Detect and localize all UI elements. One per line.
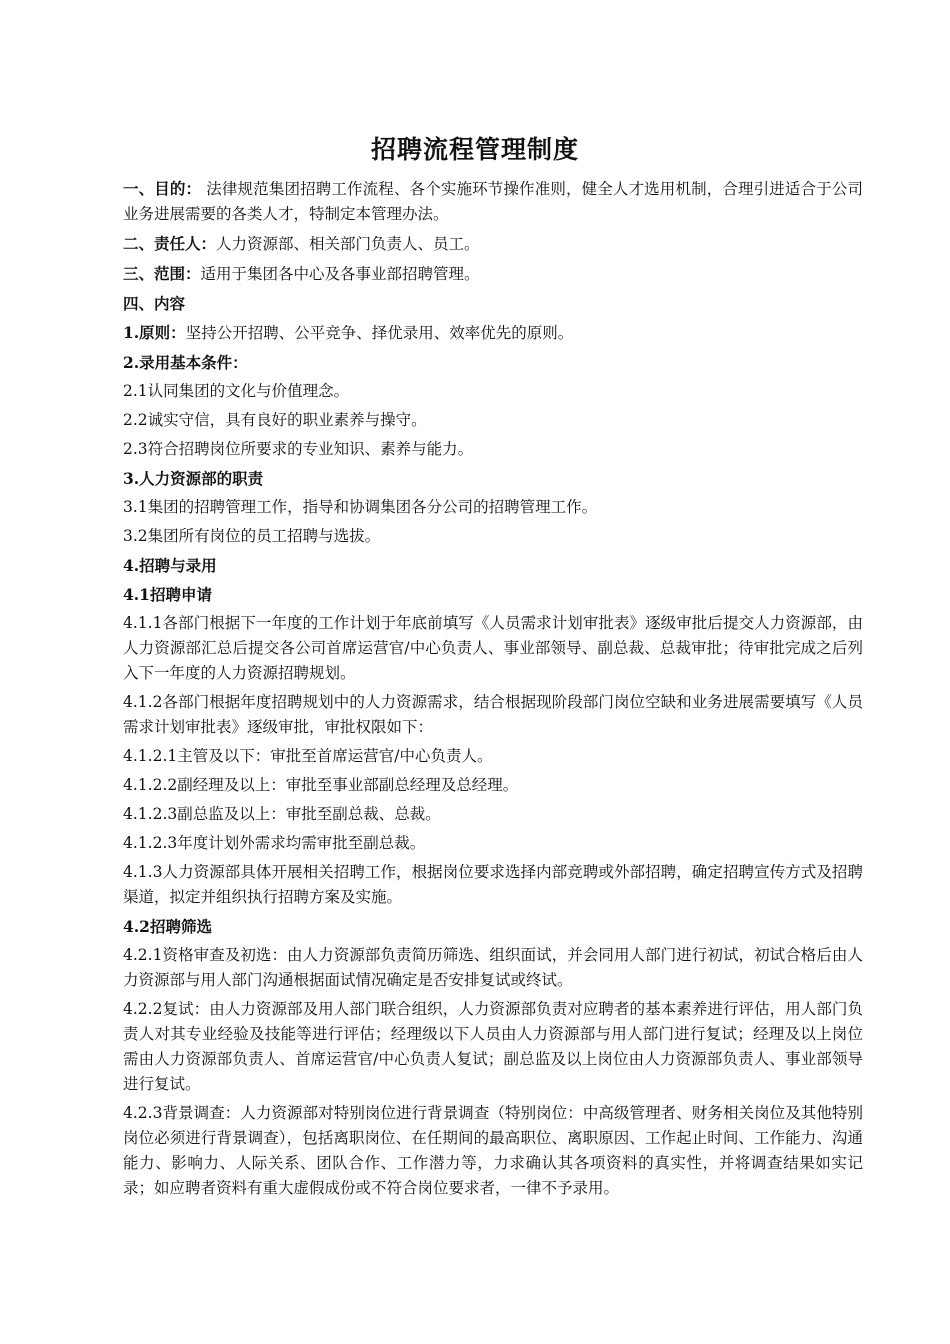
section-scope-text: 适用于集团各中心及各事业部招聘管理。 [200, 265, 480, 283]
hr-duties-heading: 3.人力资源部的职责 [123, 469, 264, 488]
hiring-conditions-heading: 2.录用基本条件： [123, 353, 248, 372]
clause-4-2-3: 4.2.3背景调查：人力资源部对特别岗位进行背景调查（特别岗位：中高级管理者、财务相关岗位及其他特别岗位必须进行背景调查），包括离职岗位、在任期间的最高职位、离职原因、工作起止时间、工作能力、沟通能力、影响力、人际关系、团队合作、工作潜力等，力求确认其各项资料的真实性，并将调查结果如实记录；如应聘者资料有重大虚假成份或不符合岗位要求者，一律不予录用。 [123, 1104, 863, 1197]
clause-4-1-2: 4.1.2各部门根据年度招聘规划中的人力资源需求，结合根据现阶段部门岗位空缺和业务进展需要填写《人员需求计划审批表》逐级审批，审批权限如下： [123, 693, 863, 736]
document-body [123, 176, 863, 1205]
recruitment-application-heading: 4.1招聘申请 [123, 585, 212, 604]
clause-4-1-2-3b: 4.1.2.3年度计划外需求均需审批至副总裁。 [123, 834, 426, 852]
clause-4-1-3: 4.1.3人力资源部具体开展相关招聘工作，根据岗位要求选择内部竞聘或外部招聘，确定招聘宣传方式及招聘渠道，拟定并组织执行招聘方案及实施。 [123, 863, 863, 906]
section-responsible-label: 二、责任人： [123, 234, 217, 253]
recruitment-screening-heading: 4.2招聘筛选 [123, 917, 212, 936]
duty-3-2: 3.2集团所有岗位的员工招聘与选拔。 [123, 527, 381, 545]
section-content-heading: 四、内容 [123, 294, 186, 313]
clause-4-2-2: 4.2.2复试：由人力资源部及用人部门联合组织，人力资源部负责对应聘者的基本素养进行评估，用人部门负责人对其专业经验及技能等进行评估；经理级以下人员由人力资源部与用人部门进行复试；经理及以上岗位需由人力资源部负责人、首席运营官/中心负责人复试；副总监及以上岗位由人力资源部负责人、事业部领导进行复试。 [123, 1000, 863, 1093]
condition-2-2: 2.2诚实守信，具有良好的职业素养与操守。 [123, 411, 427, 429]
principle-label: 1.原则： [123, 323, 186, 342]
principle-text: 坚持公开招聘、公平竞争、择优录用、效率优先的原则。 [185, 324, 574, 342]
section-responsible [123, 231, 863, 257]
duty-3-1: 3.1集团的招聘管理工作，指导和协调集团各分公司的招聘管理工作。 [123, 498, 598, 516]
section-purpose-text: 法律规范集团招聘工作流程、各个实施环节操作准则，健全人才选用机制，合理引进适合于公司业务进展需要的各类人才，特制定本管理办法。 [123, 180, 863, 223]
clause-4-1-2-1: 4.1.2.1主管及以下：审批至首席运营官/中心负责人。 [123, 747, 493, 765]
section-scope [123, 261, 863, 287]
recruitment-heading: 4.招聘与录用 [123, 556, 217, 575]
condition-2-3: 2.3符合招聘岗位所要求的专业知识、素养与能力。 [123, 440, 474, 458]
clause-4-1-1: 4.1.1各部门根据下一年度的工作计划于年底前填写《人员需求计划审批表》逐级审批后提交人力资源部，由人力资源部汇总后提交各公司首席运营官/中心负责人、事业部领导、副总裁、总裁审批；待审批完成之后列入下一年度的人力资源招聘规划。 [123, 614, 863, 682]
page-title: 招聘流程管理制度 [370, 135, 579, 164]
section-purpose [123, 176, 863, 227]
section-purpose-label: 一、目的： [123, 179, 202, 198]
condition-2-1: 2.1认同集团的文化与价值理念。 [123, 382, 350, 400]
clause-4-2-1: 4.2.1资格审查及初选：由人力资源部负责简历筛选、组织面试，并会同用人部门进行初试，初试合格后由人力资源部与用人部门沟通根据面试情况确定是否安排复试或终试。 [123, 946, 863, 989]
section-responsible-text: 人力资源部、相关部门负责人、员工。 [216, 235, 480, 253]
clause-4-1-2-2: 4.1.2.2副经理及以上：审批至事业部副总经理及总经理。 [123, 776, 519, 794]
section-scope-label: 三、范围： [123, 264, 201, 283]
principle-paragraph [123, 320, 863, 346]
clause-4-1-2-3a: 4.1.2.3副总监及以上：审批至副总裁、总裁。 [123, 805, 441, 823]
